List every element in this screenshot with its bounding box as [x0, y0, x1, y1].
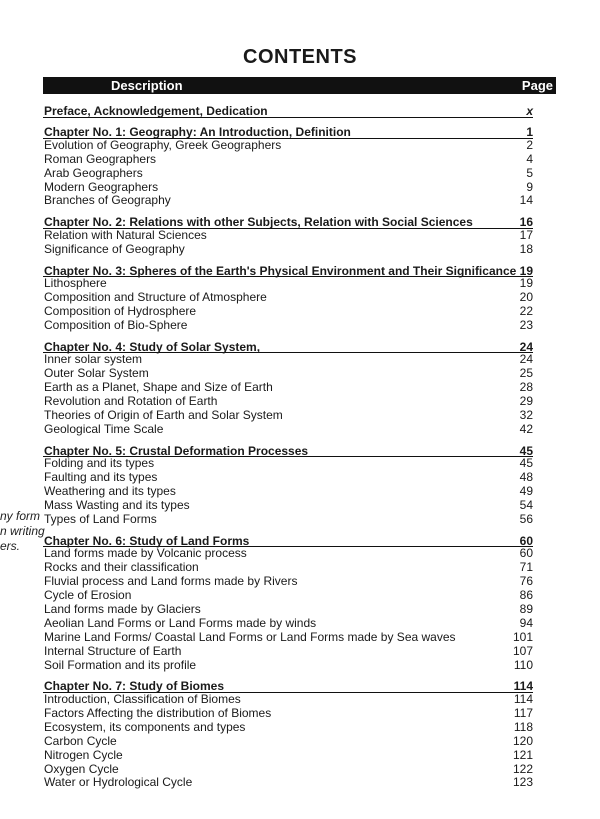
entry-title: Composition of Bio-Sphere [44, 317, 188, 332]
toc-entry-row [43, 194, 533, 208]
table-header-bar [43, 77, 556, 94]
chapter-title: Chapter No. 1: Geography: An Introduction, Definition [44, 125, 351, 140]
entry-title: Branches of Geography [44, 193, 171, 208]
page-number: 60 [519, 533, 533, 548]
chapter-heading-row [43, 340, 533, 354]
page-number: 45 [519, 456, 533, 471]
chapter-title: Chapter No. 4: Study of Solar System, [44, 339, 261, 354]
page-title: CONTENTS [243, 46, 357, 68]
page-number: 123 [512, 775, 533, 790]
toc-entry-row [43, 167, 533, 181]
toc-entry-row [43, 353, 533, 367]
toc-entry-row [43, 721, 533, 735]
page-number: 76 [519, 574, 533, 589]
entry-title: Arab Geographers [44, 165, 143, 180]
toc-entry-row [43, 603, 533, 617]
chapter-title: Chapter No. 7: Study of Biomes [44, 679, 225, 694]
toc-entry-row [43, 485, 533, 499]
toc-entry-row [43, 659, 533, 673]
entry-title: Significance of Geography [44, 241, 185, 256]
entry-title: Nitrogen Cycle [44, 747, 123, 762]
toc-entry-row [43, 589, 533, 603]
page-number: 89 [519, 602, 533, 617]
chapter-title: Chapter No. 2: Relations with other Subjects, Relation with Social Sciences [44, 215, 473, 230]
entry-title: Inner solar system [44, 352, 143, 367]
chapter-heading-row [43, 104, 533, 118]
section-gap [43, 672, 533, 679]
entry-title: Land forms made by Volcanic process [44, 546, 247, 561]
toc-entry-row [43, 409, 533, 423]
toc-entry-row [43, 395, 533, 409]
header-description: Description [111, 78, 183, 93]
entry-title: Geological Time Scale [44, 421, 164, 436]
page-number: 4 [526, 151, 533, 166]
page-number: 86 [519, 588, 533, 603]
toc-entry-row [43, 763, 533, 777]
entry-title: Folding and its types [44, 456, 155, 471]
toc-entry-row [43, 229, 533, 243]
toc-entry-row [43, 457, 533, 471]
page-number: 107 [512, 643, 533, 658]
entry-title: Cycle of Erosion [44, 588, 132, 603]
entry-title: Mass Wasting and its types [44, 498, 190, 513]
entry-title: Factors Affecting the distribution of Biomes [44, 705, 272, 720]
page-number: 32 [519, 408, 533, 423]
section-gap [43, 437, 533, 444]
toc-entry-row [43, 381, 533, 395]
entry-title: Outer Solar System [44, 366, 149, 381]
page-number: 117 [513, 705, 533, 720]
page-number: 25 [519, 366, 533, 381]
entry-title: Weathering and its types [44, 484, 176, 499]
chapter-title: Preface, Acknowledgement, Dedication [44, 104, 268, 118]
page-number: 42 [519, 421, 533, 436]
page-number: 24 [519, 339, 533, 354]
page-number: 17 [519, 227, 533, 242]
entry-title: Land forms made by Glaciers [44, 602, 201, 617]
page-number: 56 [519, 511, 533, 526]
chapter-heading-row [43, 215, 533, 229]
toc-entry-row [43, 367, 533, 381]
page-number: 5 [526, 165, 533, 180]
entry-title: Soil Formation and its profile [44, 657, 197, 672]
page-number: 18 [519, 241, 533, 256]
page-number: 45 [519, 443, 533, 458]
entry-title: Marine Land Forms/ Coastal Land Forms or Land Forms made by Sea waves [44, 629, 456, 644]
entry-title: Evolution of Geography, Greek Geographers [44, 137, 282, 152]
page-number: x [526, 104, 533, 118]
toc-entry-row [43, 305, 533, 319]
entry-title: Relation with Natural Sciences [44, 227, 207, 242]
page-number: 19 [519, 263, 533, 278]
margin-line: n writing [0, 524, 45, 538]
page-number: 28 [519, 380, 533, 395]
toc-entry-row [43, 277, 533, 291]
page-number: 2 [526, 137, 533, 152]
page-number: 60 [519, 546, 533, 561]
entry-title: Modern Geographers [44, 179, 159, 194]
section-gap [43, 118, 533, 125]
chapter-title: Chapter No. 3: Spheres of the Earth's Physical Environment and Their Significance [44, 263, 517, 278]
chapter-title: Chapter No. 6: Study of Land Forms [44, 533, 250, 548]
page-number: 22 [519, 304, 533, 319]
entry-title: Types of Land Forms [44, 511, 157, 526]
entry-title: Revolution and Rotation of Earth [44, 394, 218, 409]
page-number: 110 [513, 657, 533, 672]
toc-entry-row [43, 513, 533, 527]
page-number: 94 [519, 615, 533, 630]
toc-entry-row [43, 561, 533, 575]
page-number: 48 [519, 470, 533, 485]
section-gap [43, 333, 533, 340]
entry-title: Carbon Cycle [44, 733, 117, 748]
page-number: 14 [519, 193, 533, 208]
section-gap [43, 527, 533, 534]
page-number: 24 [519, 352, 533, 367]
toc-entry-row [43, 631, 533, 645]
entry-title: Roman Geographers [44, 151, 157, 166]
entry-title: Theories of Origin of Earth and Solar System [44, 408, 283, 423]
chapter-heading-row [43, 125, 533, 139]
page-number: 101 [512, 629, 533, 644]
toc-entry-row [43, 776, 533, 790]
page-number: 9 [526, 179, 533, 194]
toc-entry-row [43, 575, 533, 589]
page-number: 122 [512, 761, 533, 776]
page-number: 16 [519, 215, 533, 230]
toc-entry-row [43, 139, 533, 153]
toc-entry-row [43, 707, 533, 721]
chapter-heading-row [43, 679, 533, 693]
chapter-heading-row [43, 444, 533, 458]
toc-entry-row [43, 291, 533, 305]
toc-entry-row [43, 181, 533, 195]
entry-title: Composition and Structure of Atmosphere [44, 290, 267, 305]
entry-title: Introduction, Classification of Biomes [44, 692, 241, 707]
page-number: 114 [513, 692, 533, 707]
toc-entry-row [43, 471, 533, 485]
toc-entry-row [43, 243, 533, 257]
entry-title: Faulting and its types [44, 470, 158, 485]
section-gap [43, 257, 533, 264]
toc-entry-row [43, 693, 533, 707]
page-number: 1 [526, 125, 533, 140]
toc-entry-row [43, 423, 533, 437]
entry-title: Oxygen Cycle [44, 761, 119, 776]
page-number: 71 [519, 560, 533, 575]
margin-line: ny form [0, 509, 41, 523]
toc-entry-row [43, 547, 533, 561]
margin-line: ers. [0, 539, 21, 553]
section-gap [43, 208, 533, 215]
entry-title: Lithosphere [44, 276, 107, 291]
toc-entry-row [43, 319, 533, 333]
page-number: 49 [519, 484, 533, 499]
page-number: 20 [519, 290, 533, 305]
page-number: 114 [513, 679, 533, 694]
margin-text [0, 509, 45, 554]
page-number: 23 [519, 317, 533, 332]
entry-title: Rocks and their classification [44, 560, 199, 575]
toc-entry-row [43, 617, 533, 631]
entry-title: Ecosystem, its components and types [44, 719, 246, 734]
page-number: 19 [519, 276, 533, 291]
toc-entry-row [43, 153, 533, 167]
entry-title: Water or Hydrological Cycle [44, 775, 193, 790]
chapter-heading-row [43, 534, 533, 548]
toc-entry-row [43, 499, 533, 513]
table-of-contents [43, 104, 533, 790]
page-number: 54 [519, 498, 533, 513]
toc-entry-row [43, 735, 533, 749]
page-number: 121 [512, 747, 533, 762]
entry-title: Internal Structure of Earth [44, 643, 182, 658]
entry-title: Aeolian Land Forms or Land Forms made by winds [44, 615, 317, 630]
entry-title: Earth as a Planet, Shape and Size of Earth [44, 380, 273, 395]
entry-title: Fluvial process and Land forms made by Rivers [44, 574, 298, 589]
page-number: 29 [519, 394, 533, 409]
entry-title: Composition of Hydrosphere [44, 304, 197, 319]
chapter-title: Chapter No. 5: Crustal Deformation Processes [44, 443, 309, 458]
header-page: Page [521, 78, 553, 93]
page-number: 118 [513, 719, 533, 734]
page-number: 120 [512, 733, 533, 748]
chapter-heading-row [43, 264, 533, 278]
toc-entry-row [43, 645, 533, 659]
toc-entry-row [43, 749, 533, 763]
